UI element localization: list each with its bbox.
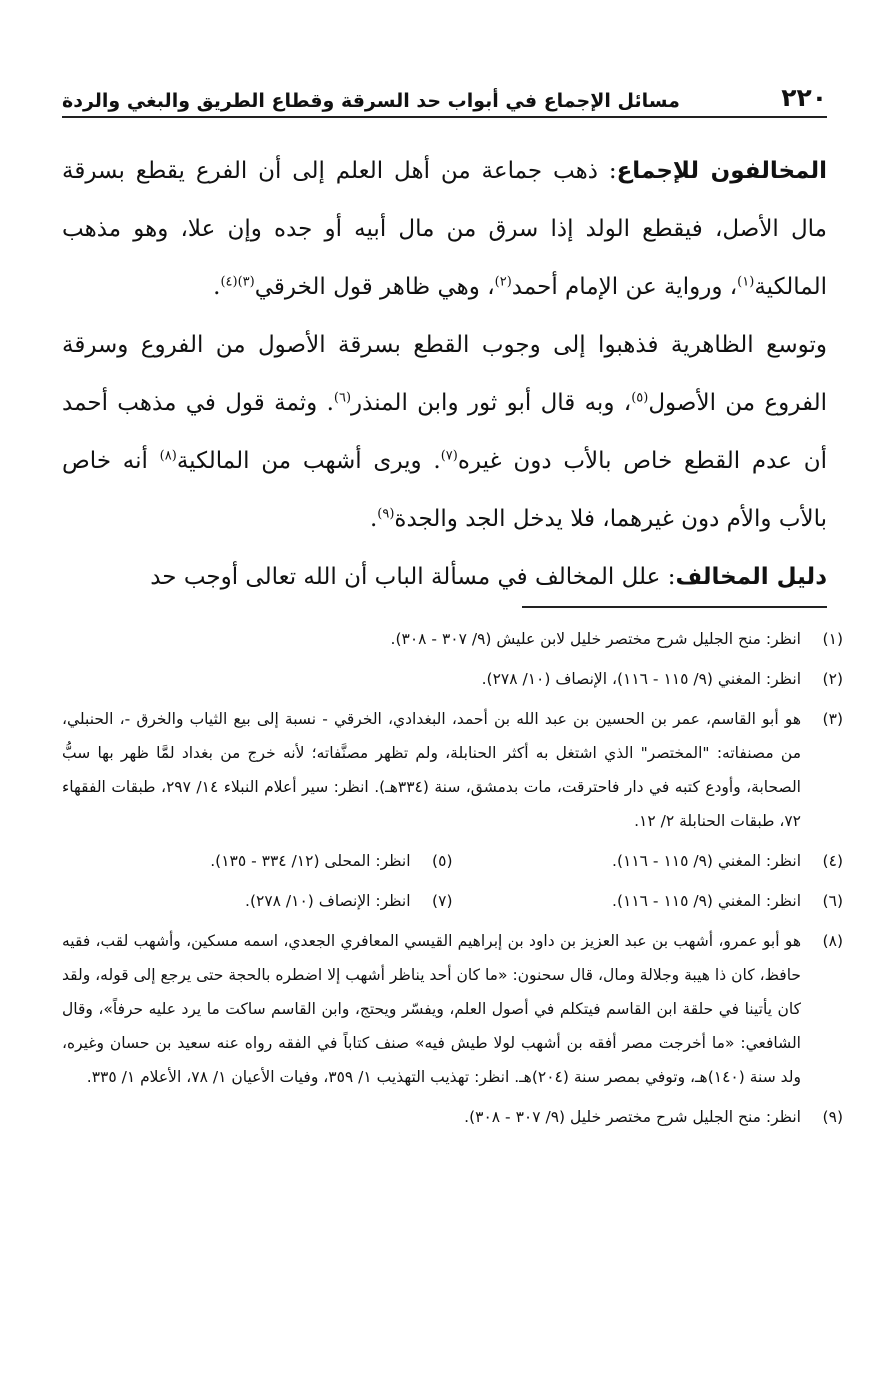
paragraph-text: .	[369, 506, 378, 532]
footnote-number: (٩)	[822, 1108, 843, 1126]
footnote-6	[453, 884, 844, 918]
footnote-ref: (٨)	[159, 448, 177, 464]
running-title: مسائل الإجماع في أبواب حد السرقة وقطاع الطريق والبغي والردة	[62, 90, 680, 112]
footnote-5	[62, 844, 453, 878]
paragraph-text: ، وهي ظاهر قول الخرقي	[254, 274, 495, 300]
section-heading-evidence: دليل المخالف	[675, 564, 827, 590]
paragraph-text: أنه خاص بالأب والأم دون غيرهما، فلا يدخل الجد والجدة	[62, 448, 827, 532]
footnote-number: (٥)	[432, 852, 453, 870]
footnote-ref: (٢)	[494, 274, 512, 290]
footnote-ref: (٦)	[333, 390, 352, 406]
footnote-number: (٢)	[822, 670, 843, 688]
footnote-text: هو أبو عمرو، أشهب بن عبد العزيز بن داود بن إبراهيم القيسي المعافري الجعدي، اسمه مسكين، وأشهب لقب، فقيه حافظ، كان ذا هيبة وجلالة ومال، قال سحنون: «ما كان أحد يناظر أشهب إلا اضطره بالحجة حتى يرجع إلى قوله، ولقد كان يأتينا في حلقة ابن القاسم فيتكلم في أصول العلم، ويفسّر ويحتج، وابن القاسم ساكت ما يرد عليه حرفاً»، وقال الشافعي: «ما أخرجت مصر أفقه بن أشهب لولا طيش فيه» صنف كتاباً في الفقه رواه عنه سعيد بن حسان وغيره، ولد سنة (١٤٠)هـ، وتوفي بمصر سنة (٢٠٤)هـ. انظر: تهذيب التهذيب ١/ ٣٥٩، وفيات الأعيان ١/ ٧٨، الأعلام ١/ ٣٣٥.	[62, 932, 801, 1086]
page-header	[62, 66, 827, 118]
footnote-text: هو أبو القاسم، عمر بن الحسين بن عبد الله بن أحمد، البغدادي، الخرقي - نسبة إلى بيع الثياب والخرق -، الحنبلي، من مصنفاته: "المختصر" الذي اشتغل به أكثر الحنابلة، ولم تظهر مصنَّفاته؛ لأنه خرج من بغداد لمَّا ظهر بها سبُّ الصحابة، وأودع كتبه في دار فاحترقت، مات بدمشق، سنة (٣٣٤هـ). انظر: سير أعلام النبلاء ١٤/ ٢٩٧، طبقات الفقهاء ٧٢، طبقات الحنابلة ٢/ ١٢.	[62, 710, 801, 830]
footnote-number: (٧)	[432, 892, 453, 910]
footnote-text: انظر: المغني (٩/ ١١٥ - ١١٦).	[612, 852, 801, 870]
footnote-text: انظر: منح الجليل شرح مختصر خليل (٩/ ٣٠٧ - ٣٠٨).	[464, 1108, 801, 1126]
paragraph-text: وتوسع الظاهرية فذهبوا إلى وجوب القطع بسرقة الأصول من الفروع وسرقة الفروع من الأصول	[62, 332, 827, 416]
footnote-ref: (١)	[737, 274, 755, 290]
footnote-number: (٣)	[822, 710, 843, 728]
paragraph-text: : ذهب جماعة من أهل العلم إلى أن الفرع يقطع بسرقة مال الأصل، فيقطع الولد إذا سرق من مال أبيه أو جده وإن علا، وهو مذهب المالكية	[62, 158, 827, 300]
footnote-text: انظر: المحلى (١٢/ ٣٣٤ - ١٣٥).	[210, 852, 411, 870]
footnote-number: (٦)	[822, 892, 843, 910]
footnote-text: انظر: المغني (٩/ ١١٥ - ١١٦)، الإنصاف (١٠/ ٢٧٨).	[481, 670, 801, 688]
main-text	[62, 142, 827, 606]
paragraph-text: . ويرى أشهب من المالكية	[176, 448, 441, 474]
footnote-text: انظر: الإنصاف (١٠/ ٢٧٨).	[245, 892, 411, 910]
footnote-text: انظر: منح الجليل شرح مختصر خليل لابن عليش (٩/ ٣٠٧ - ٣٠٨).	[390, 630, 801, 648]
footnote-number: (٤)	[822, 852, 843, 870]
footnote-ref: (٣)(٤)	[220, 274, 255, 290]
footnote-8	[62, 924, 843, 1094]
paragraph-text: : علل المخالف في مسألة الباب أن الله تعالى أوجب حد	[150, 564, 676, 590]
footnote-2	[62, 662, 843, 696]
page-number: ٢٢٠	[781, 83, 827, 112]
footnote-4	[453, 844, 844, 878]
footnote-row	[62, 884, 843, 918]
footnote-1	[62, 622, 843, 656]
paragraph-opponents	[62, 142, 827, 316]
footnote-3	[62, 702, 843, 838]
footnote-9	[62, 1100, 843, 1134]
paragraph-text: . وثمة قول في مذهب أحمد أن عدم القطع خاص بالأب دون غيره	[62, 390, 828, 474]
footnote-number: (١)	[822, 630, 843, 648]
footnote-ref: (٧)	[440, 448, 458, 464]
footnote-separator	[522, 606, 827, 608]
footnotes	[62, 622, 843, 1140]
paragraph-text: .	[213, 274, 221, 300]
section-heading-opponents: المخالفون للإجماع	[616, 158, 828, 184]
footnote-ref: (٥)	[631, 390, 649, 406]
footnote-row	[62, 844, 843, 878]
footnote-ref: (٩)	[377, 506, 395, 522]
footnote-7	[62, 884, 453, 918]
footnote-text: انظر: المغني (٩/ ١١٥ - ١١٦).	[612, 892, 801, 910]
paragraph-evidence	[62, 548, 827, 606]
paragraph-text: ، وبه قال أبو ثور وابن المنذر	[351, 390, 632, 416]
footnote-number: (٨)	[822, 932, 843, 950]
paragraph-text: ، ورواية عن الإمام أحمد	[511, 274, 738, 300]
paragraph-zahiriyya	[62, 316, 827, 548]
